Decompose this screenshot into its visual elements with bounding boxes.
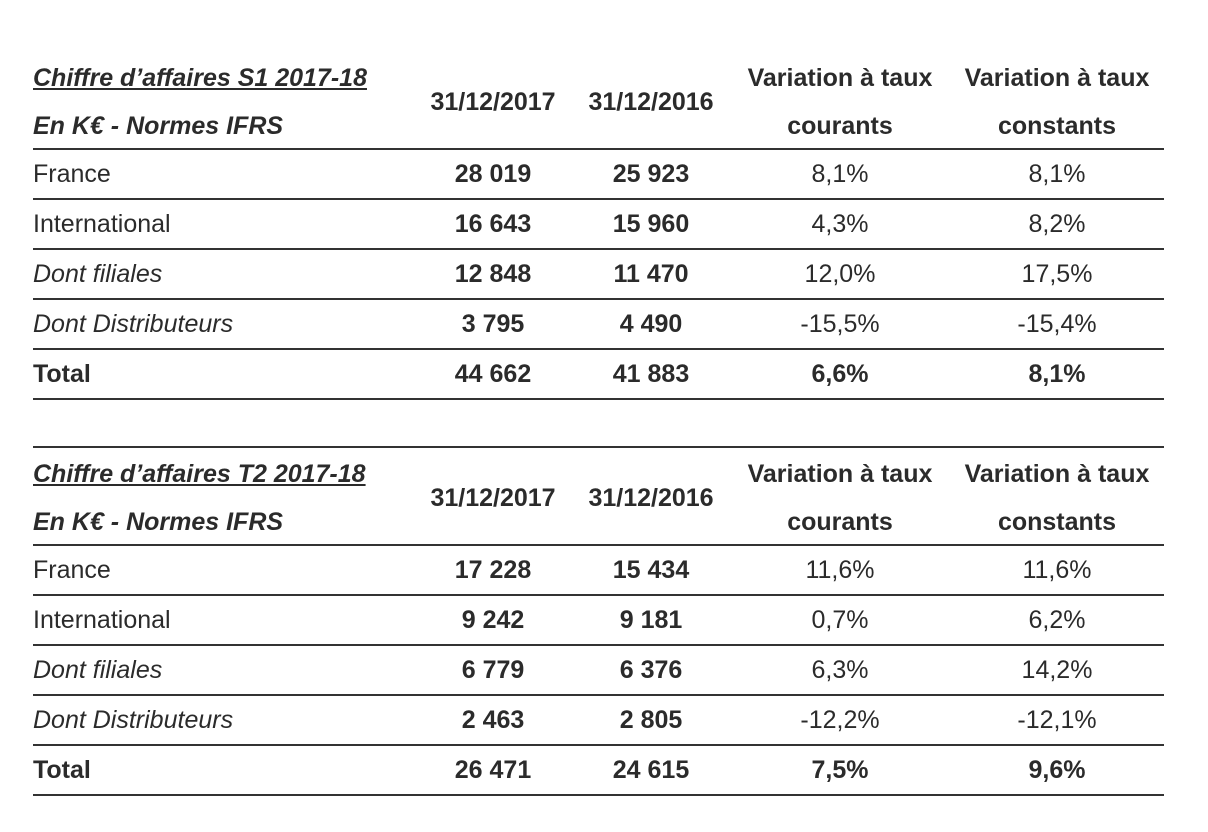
cell-var-constants: 9,6% <box>1028 756 1086 784</box>
cell-2016: 6 376 <box>619 656 683 684</box>
row-label: International <box>33 606 171 634</box>
cell-var-courants: 0,7% <box>811 606 869 634</box>
cell-2016: 15 960 <box>612 210 690 238</box>
table-title: Chiffre d’affaires T2 2017-18 <box>33 460 366 488</box>
column-header-var-courants-line1: Variation à taux <box>747 460 933 488</box>
cell-var-courants: 7,5% <box>811 756 869 784</box>
column-header-2017: 31/12/2017 <box>430 88 556 116</box>
cell-2017: 17 228 <box>454 556 532 584</box>
cell-2016: 41 883 <box>612 360 690 388</box>
cell-var-constants: -15,4% <box>1017 310 1097 338</box>
cell-var-courants: 6,3% <box>811 656 869 684</box>
table-row-total <box>33 350 1164 400</box>
cell-var-courants: -15,5% <box>800 310 880 338</box>
column-header-var-courants-line2: courants <box>787 112 893 140</box>
cell-2017: 3 795 <box>461 310 525 338</box>
cell-2016: 25 923 <box>612 160 690 188</box>
cell-var-constants: 11,6% <box>1022 556 1092 584</box>
revenue-table-t2 <box>33 446 1164 796</box>
revenue-table-s1 <box>33 52 1164 400</box>
column-header-var-constants-line2: constants <box>997 508 1117 536</box>
cell-var-courants: 6,6% <box>811 360 869 388</box>
cell-2017: 6 779 <box>461 656 525 684</box>
row-label: Total <box>33 756 91 784</box>
cell-var-constants: 6,2% <box>1028 606 1086 634</box>
cell-var-courants: 12,0% <box>804 260 876 288</box>
cell-var-courants: 8,1% <box>811 160 869 188</box>
cell-2017: 2 463 <box>461 706 525 734</box>
table-row-filiales <box>33 250 1164 300</box>
table-row-france <box>33 150 1164 200</box>
cell-var-courants: -12,2% <box>800 706 880 734</box>
cell-var-constants: 8,1% <box>1028 160 1086 188</box>
column-header-var-courants-line2: courants <box>787 508 893 536</box>
row-label: France <box>33 160 111 188</box>
cell-2017: 9 242 <box>461 606 525 634</box>
table-subtitle: En K€ - Normes IFRS <box>33 112 284 140</box>
table-row-international <box>33 200 1164 250</box>
table-subtitle: En K€ - Normes IFRS <box>33 508 284 536</box>
column-header-var-constants-line1: Variation à taux <box>964 460 1150 488</box>
table-header <box>33 448 1164 546</box>
row-label: Dont Distributeurs <box>33 706 234 734</box>
cell-2016: 24 615 <box>612 756 690 784</box>
cell-2017: 26 471 <box>454 756 532 784</box>
column-header-2016: 31/12/2016 <box>588 484 714 512</box>
row-label: Total <box>33 360 91 388</box>
cell-var-courants: 11,6% <box>805 556 875 584</box>
column-header-var-constants-line2: constants <box>997 112 1117 140</box>
cell-2017: 12 848 <box>454 260 532 288</box>
cell-var-constants: 17,5% <box>1021 260 1093 288</box>
cell-2017: 28 019 <box>454 160 532 188</box>
row-label: Dont filiales <box>33 260 163 288</box>
cell-2016: 9 181 <box>619 606 683 634</box>
column-header-2017: 31/12/2017 <box>430 484 556 512</box>
table-header <box>33 52 1164 150</box>
table-row-distributeurs <box>33 696 1164 746</box>
column-header-2016: 31/12/2016 <box>588 88 714 116</box>
cell-2016: 2 805 <box>619 706 683 734</box>
table-row-international <box>33 596 1164 646</box>
cell-var-constants: 8,2% <box>1028 210 1086 238</box>
cell-var-constants: 8,1% <box>1028 360 1086 388</box>
cell-2016: 11 470 <box>613 260 689 288</box>
cell-2016: 15 434 <box>612 556 690 584</box>
row-label: International <box>33 210 171 238</box>
cell-2016: 4 490 <box>619 310 683 338</box>
table-row-france <box>33 546 1164 596</box>
row-label: France <box>33 556 111 584</box>
row-label: Dont Distributeurs <box>33 310 234 338</box>
column-header-var-courants-line1: Variation à taux <box>747 64 933 92</box>
table-row-distributeurs <box>33 300 1164 350</box>
cell-var-courants: 4,3% <box>811 210 869 238</box>
cell-var-constants: 14,2% <box>1021 656 1093 684</box>
cell-2017: 16 643 <box>454 210 532 238</box>
row-label: Dont filiales <box>33 656 163 684</box>
cell-2017: 44 662 <box>454 360 532 388</box>
cell-var-constants: -12,1% <box>1017 706 1097 734</box>
table-row-total <box>33 746 1164 796</box>
table-row-filiales <box>33 646 1164 696</box>
column-header-var-constants-line1: Variation à taux <box>964 64 1150 92</box>
table-title: Chiffre d’affaires S1 2017-18 <box>33 64 367 92</box>
